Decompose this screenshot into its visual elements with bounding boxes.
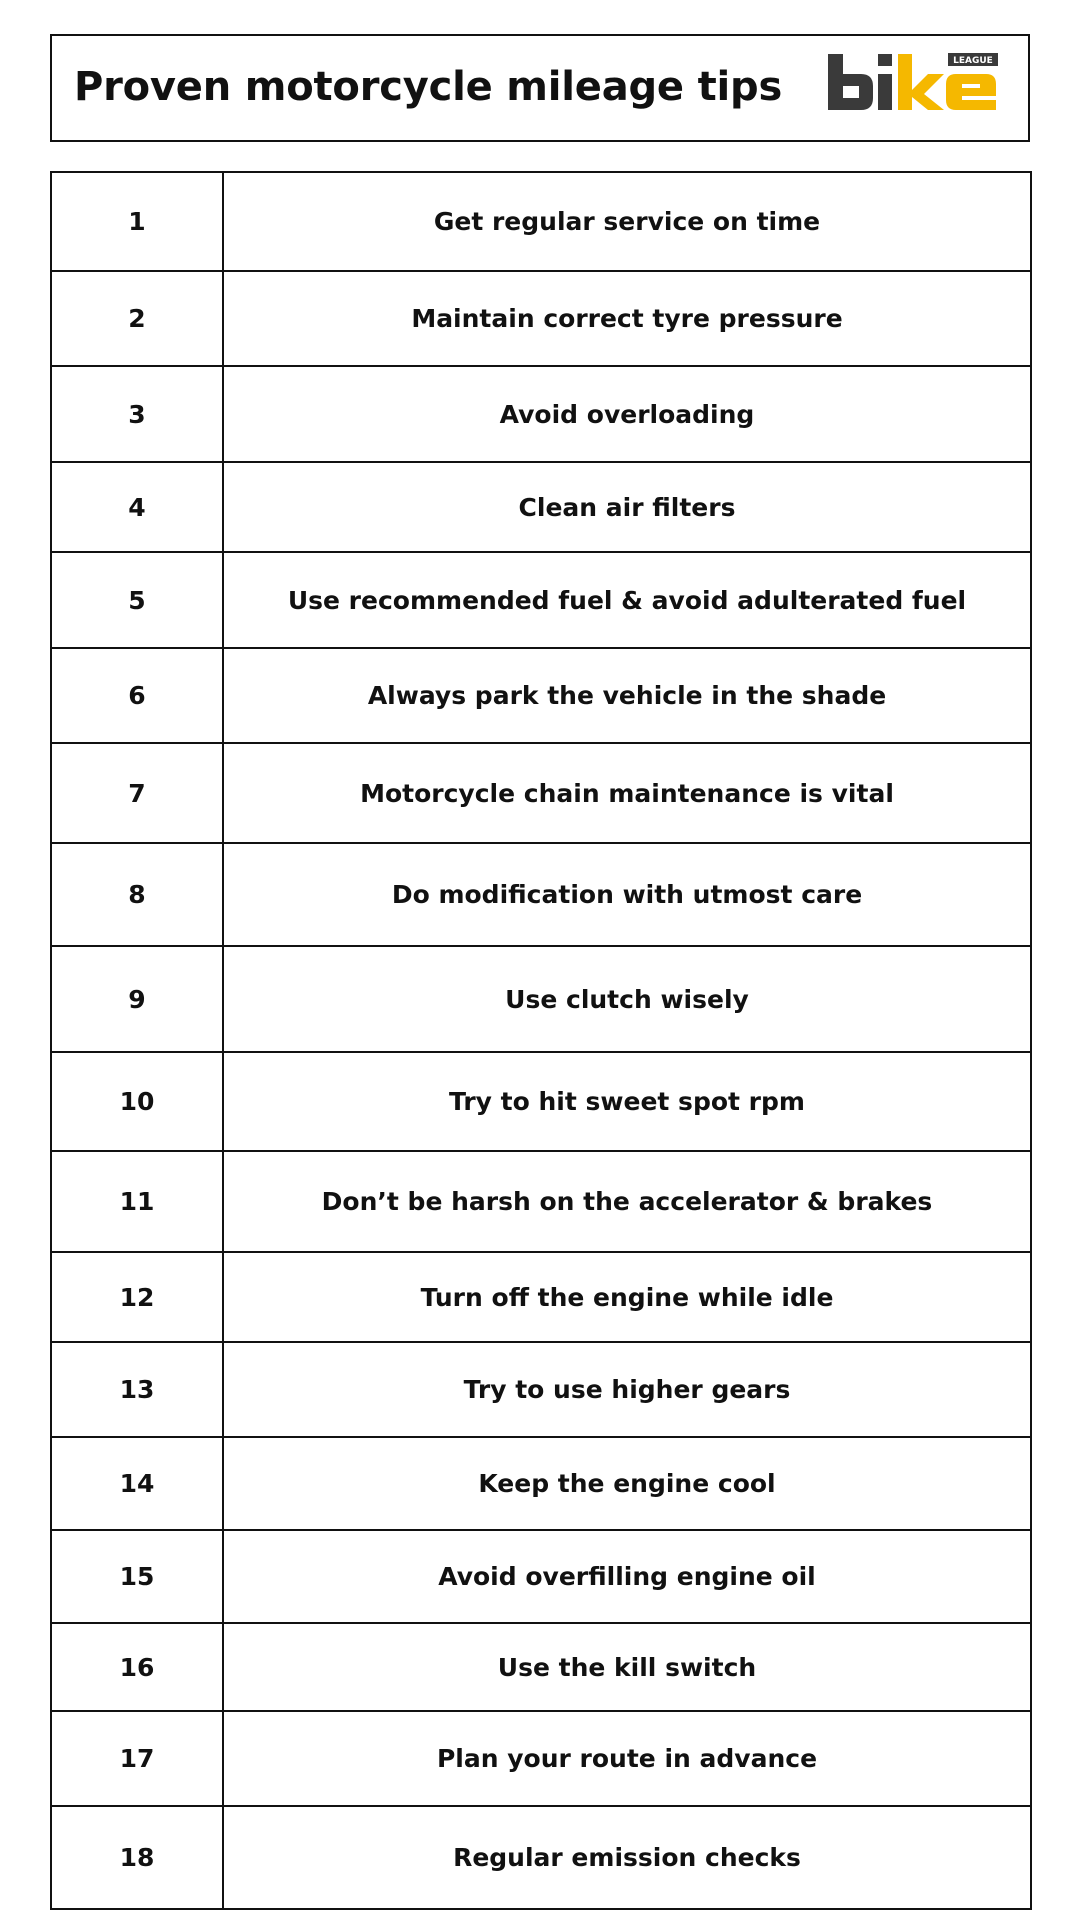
tip-number: 8 xyxy=(51,843,223,946)
tip-number: 1 xyxy=(51,172,223,271)
tip-number: 5 xyxy=(51,552,223,648)
tip-text: Plan your route in advance xyxy=(223,1711,1031,1806)
table-row xyxy=(51,946,1031,1052)
tip-text: Use clutch wisely xyxy=(223,946,1031,1052)
tip-text: Get regular service on time xyxy=(223,172,1031,271)
tip-text: Motorcycle chain maintenance is vital xyxy=(223,743,1031,843)
tip-text: Regular emission checks xyxy=(223,1806,1031,1909)
tip-number: 6 xyxy=(51,648,223,743)
table-row xyxy=(51,1711,1031,1806)
tip-text: Keep the engine cool xyxy=(223,1437,1031,1530)
bike-league-logo xyxy=(828,52,998,124)
table-row xyxy=(51,1252,1031,1342)
tip-text: Don’t be harsh on the accelerator & brakes xyxy=(223,1151,1031,1252)
table-row xyxy=(51,1437,1031,1530)
page-title: Proven motorcycle mileage tips xyxy=(74,64,783,110)
header-box xyxy=(50,34,1030,142)
tip-number: 2 xyxy=(51,271,223,366)
tip-text: Turn off the engine while idle xyxy=(223,1252,1031,1342)
tip-text: Avoid overfilling engine oil xyxy=(223,1530,1031,1623)
tip-text: Clean air filters xyxy=(223,462,1031,552)
table-row xyxy=(51,1052,1031,1151)
tip-number: 9 xyxy=(51,946,223,1052)
tip-text: Avoid overloading xyxy=(223,366,1031,462)
table-row xyxy=(51,1151,1031,1252)
tip-text: Maintain correct tyre pressure xyxy=(223,271,1031,366)
table-row xyxy=(51,743,1031,843)
tips-table xyxy=(50,171,1032,1910)
tip-number: 16 xyxy=(51,1623,223,1711)
tip-text: Try to hit sweet spot rpm xyxy=(223,1052,1031,1151)
tip-number: 18 xyxy=(51,1806,223,1909)
table-row xyxy=(51,462,1031,552)
tip-text: Do modification with utmost care xyxy=(223,843,1031,946)
table-row xyxy=(51,1806,1031,1909)
table-row xyxy=(51,1342,1031,1437)
tip-number: 10 xyxy=(51,1052,223,1151)
tip-number: 13 xyxy=(51,1342,223,1437)
table-row xyxy=(51,843,1031,946)
table-row xyxy=(51,172,1031,271)
tip-text: Use recommended fuel & avoid adulterated fuel xyxy=(223,552,1031,648)
tip-number: 17 xyxy=(51,1711,223,1806)
table-row xyxy=(51,1530,1031,1623)
table-row xyxy=(51,552,1031,648)
tip-number: 4 xyxy=(51,462,223,552)
tip-number: 7 xyxy=(51,743,223,843)
table-row xyxy=(51,648,1031,743)
tip-number: 12 xyxy=(51,1252,223,1342)
tip-number: 3 xyxy=(51,366,223,462)
tip-text: Always park the vehicle in the shade xyxy=(223,648,1031,743)
tip-text: Use the kill switch xyxy=(223,1623,1031,1711)
tip-number: 14 xyxy=(51,1437,223,1530)
table-row xyxy=(51,1623,1031,1711)
table-row xyxy=(51,366,1031,462)
logo-league-text: LEAGUE xyxy=(953,56,993,66)
tip-text: Try to use higher gears xyxy=(223,1342,1031,1437)
tip-number: 11 xyxy=(51,1151,223,1252)
table-row xyxy=(51,271,1031,366)
tip-number: 15 xyxy=(51,1530,223,1623)
